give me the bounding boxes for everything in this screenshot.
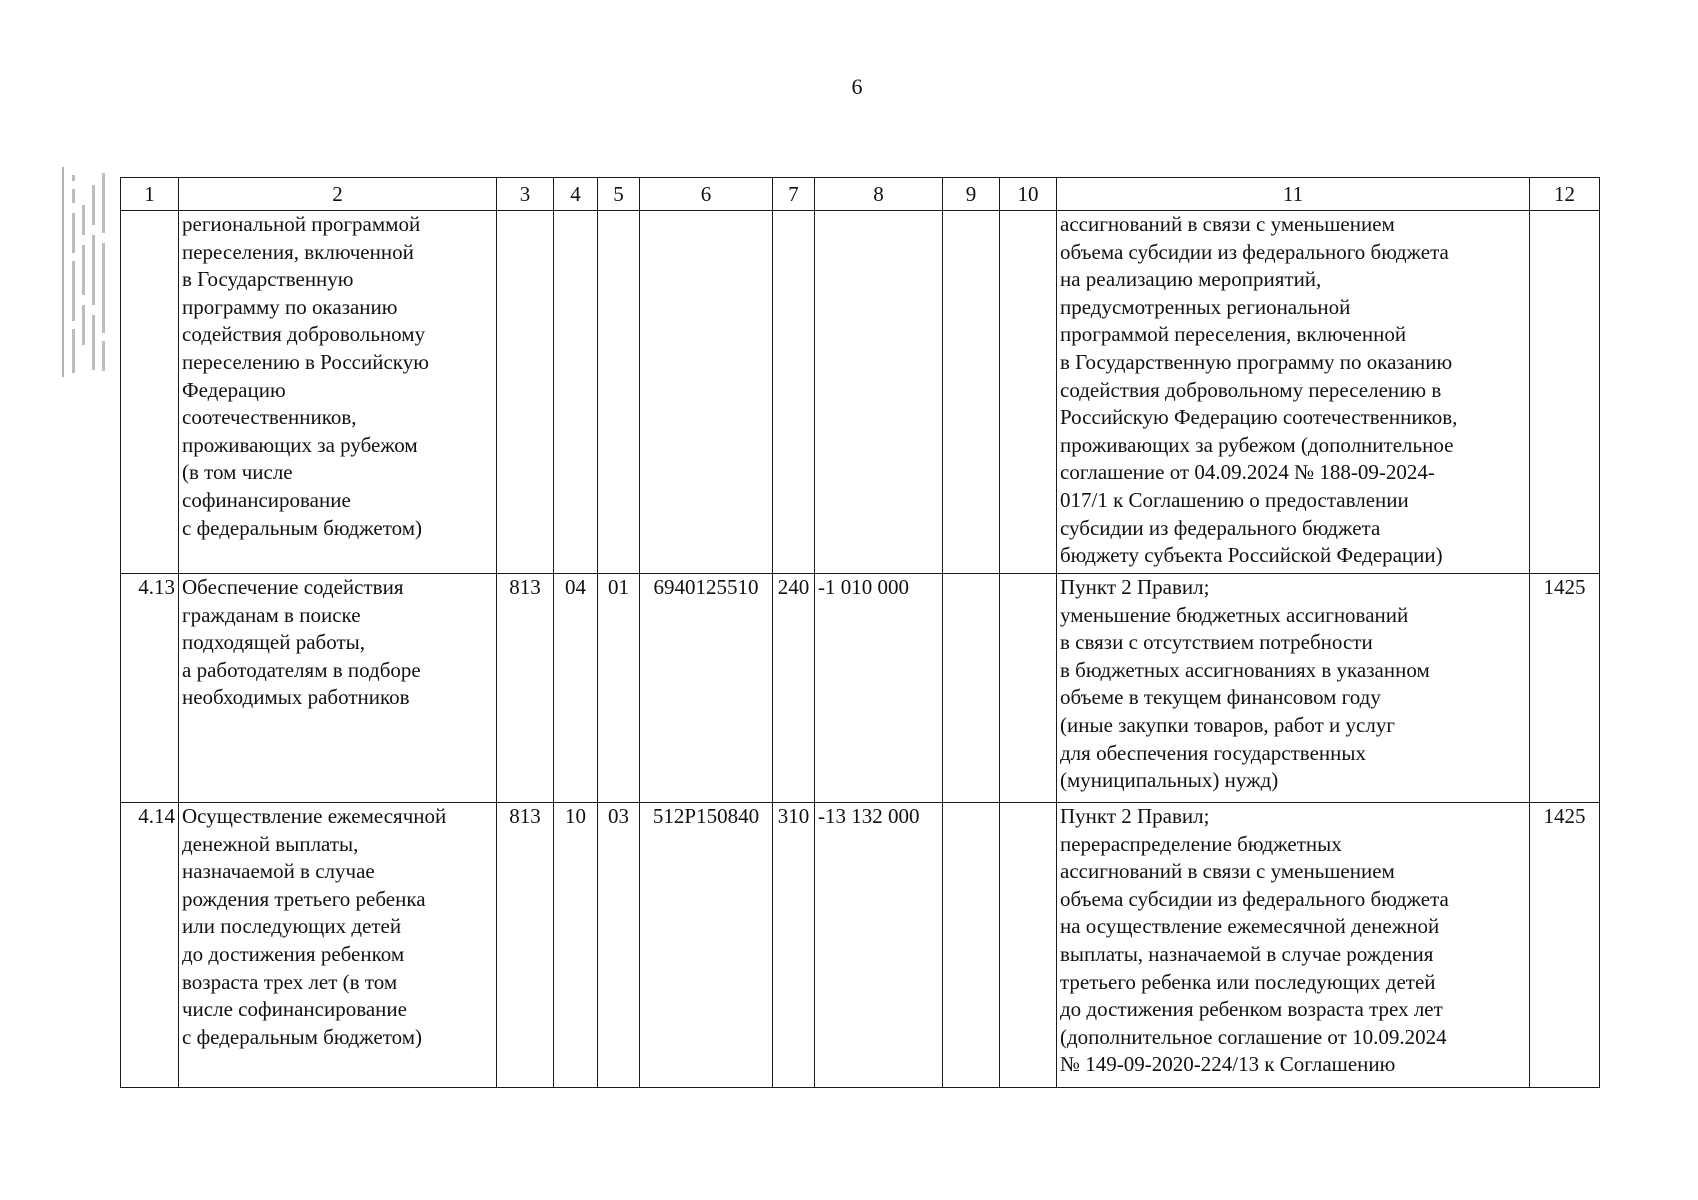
- margin-stamp-mark: [58, 165, 118, 380]
- amount: -1 010 000: [815, 574, 943, 803]
- section-code: [554, 211, 598, 574]
- amount: -13 132 000: [815, 803, 943, 1088]
- header-cell: 3: [497, 178, 554, 211]
- column-12-value: 1425: [1530, 574, 1600, 803]
- header-cell: 7: [773, 178, 815, 211]
- header-cell: 4: [554, 178, 598, 211]
- column-10-value: [1000, 574, 1057, 803]
- justification: Пункт 2 Правил; перераспределение бюджетных ассигнований в связи с уменьшением объема субсидии из федерального бюджета на осуществление ежемесячной денежной выплаты, назначаемой в случае рождения третьего ребенка или последующих детей до достижения ребенком возраста трех лет (дополнительное соглашение от 10.09.2024 № 149-09-2020-224/13 к Соглашению: [1057, 803, 1530, 1088]
- table-row: [121, 803, 1600, 1088]
- row-number: 4.14: [121, 803, 179, 1088]
- target-article-code: 512P150840: [640, 803, 773, 1088]
- header-cell: 9: [943, 178, 1000, 211]
- header-cell: 1: [121, 178, 179, 211]
- header-cell: 10: [1000, 178, 1057, 211]
- row-number: [121, 211, 179, 574]
- header-cell: 5: [598, 178, 640, 211]
- item-description: Обеспечение содействия гражданам в поиске подходящей работы, а работодателям в подборе необходимых работников: [179, 574, 497, 803]
- table-row: [121, 211, 1600, 574]
- column-10-value: [1000, 803, 1057, 1088]
- column-10-value: [1000, 211, 1057, 574]
- header-cell: 12: [1530, 178, 1600, 211]
- column-9-value: [943, 211, 1000, 574]
- expense-type-code: 240: [773, 574, 815, 803]
- header-cell: 2: [179, 178, 497, 211]
- target-article-code: [640, 211, 773, 574]
- target-article-code: 6940125510: [640, 574, 773, 803]
- table-row: [121, 574, 1600, 803]
- justification: Пункт 2 Правил; уменьшение бюджетных ассигнований в связи с отсутствием потребности в бюджетных ассигнованиях в указанном объеме в текущем финансовом году (иные закупки товаров, работ и услуг для обеспечения государственных (муниципальных) нужд): [1057, 574, 1530, 803]
- column-12-value: 1425: [1530, 803, 1600, 1088]
- subsection-code: 03: [598, 803, 640, 1088]
- header-cell: 6: [640, 178, 773, 211]
- expense-type-code: [773, 211, 815, 574]
- item-description: Осуществление ежемесячной денежной выплаты, назначаемой в случае рождения третьего ребенка или последующих детей до достижения ребенком возраста трех лет (в том числе софинансирование с федеральным бюджетом): [179, 803, 497, 1088]
- table-header-row: [121, 178, 1600, 211]
- amount: [815, 211, 943, 574]
- row-number: 4.13: [121, 574, 179, 803]
- column-9-value: [943, 803, 1000, 1088]
- ministry-code: 813: [497, 574, 554, 803]
- budget-allocation-table: [120, 177, 1600, 1088]
- expense-type-code: 310: [773, 803, 815, 1088]
- header-cell: 11: [1057, 178, 1530, 211]
- subsection-code: 01: [598, 574, 640, 803]
- justification: ассигнований в связи с уменьшением объема субсидии из федерального бюджета на реализацию мероприятий, предусмотренных региональной программой переселения, включенной в Государственную программу по оказанию содействия добровольному переселению в Российскую Федерацию соотечественников, проживающих за рубежом (дополнительное соглашение от 04.09.2024 № 188-09-2024- 017/1 к Соглашению о предоставлении субсидии из федерального бюджета бюджету субъекта Российской Федерации): [1057, 211, 1530, 574]
- ministry-code: 813: [497, 803, 554, 1088]
- ministry-code: [497, 211, 554, 574]
- column-9-value: [943, 574, 1000, 803]
- header-cell: 8: [815, 178, 943, 211]
- section-code: 10: [554, 803, 598, 1088]
- page-number: 6: [851, 74, 863, 99]
- section-code: 04: [554, 574, 598, 803]
- item-description: региональной программой переселения, включенной в Государственную программу по оказанию содействия добровольному переселению в Российскую Федерацию соотечественников, проживающих за рубежом (в том числе софинансирование с федеральным бюджетом): [179, 211, 497, 574]
- subsection-code: [598, 211, 640, 574]
- column-12-value: [1530, 211, 1600, 574]
